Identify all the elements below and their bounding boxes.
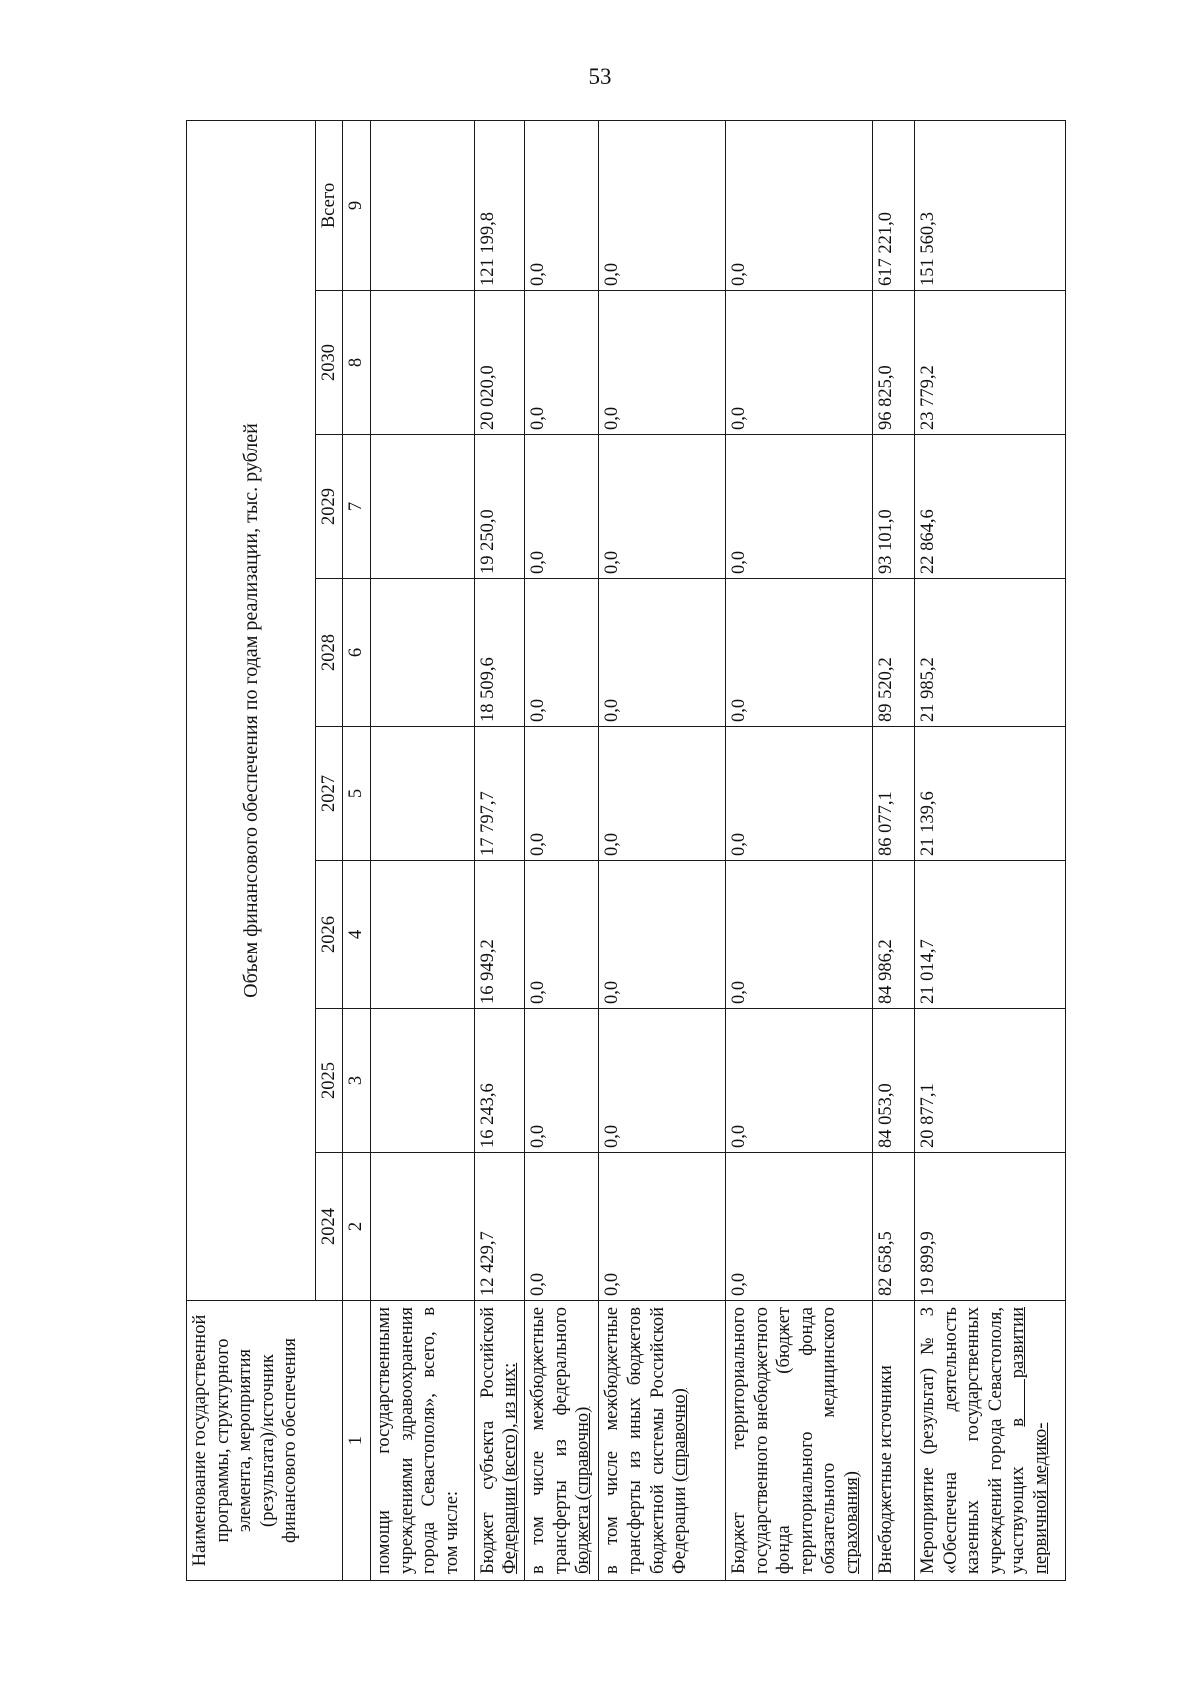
header-row-numbers <box>343 120 371 1580</box>
table-cell: 21 139,6 <box>915 727 1066 861</box>
row-label-text-underlined: (справочно) <box>670 1388 691 1482</box>
table-cell: 0,0 <box>525 727 599 861</box>
table-cell: 0,0 <box>726 1153 873 1301</box>
row-label-text: Внебюджетные источники <box>875 1365 896 1574</box>
table-row <box>371 120 475 1580</box>
table-row <box>474 120 524 1580</box>
table-cell: 84 053,0 <box>872 1009 914 1153</box>
table-cell: 0,0 <box>599 1009 726 1153</box>
table-cell: 0,0 <box>599 861 726 1009</box>
row-label-text: в том числе межбюджетные трансферты из иных бюджетов бюджетной системы Российской Федерации <box>602 1307 691 1574</box>
row-label-text: в том числе межбюджетные трансферты из федерального <box>528 1307 571 1574</box>
table-cell: 0,0 <box>726 727 873 861</box>
table-cell: 82 658,5 <box>872 1153 914 1301</box>
table-cell <box>371 579 475 727</box>
table-cell: 20 020,0 <box>474 291 524 435</box>
table-cell: 19 899,9 <box>915 1153 1066 1301</box>
table-cell: 84 986,2 <box>872 861 914 1009</box>
row-label-text-underlined: в развитии первичной медико- <box>1008 1307 1051 1574</box>
column-header-name: Наименование государственной программы, структурного элемента, мероприятия (результата)/источник финансового обеспечения <box>187 1301 343 1581</box>
financing-table <box>186 120 1066 1581</box>
table-cell <box>371 120 475 290</box>
table-cell: 12 429,7 <box>474 1153 524 1301</box>
column-number: 4 <box>343 861 371 1009</box>
row-label <box>371 1301 475 1581</box>
year-header: 2028 <box>315 579 343 727</box>
table-cell <box>371 861 475 1009</box>
table-row <box>599 120 726 1580</box>
table-cell: 0,0 <box>525 861 599 1009</box>
table-cell: 0,0 <box>525 1009 599 1153</box>
table-cell: 617 221,0 <box>872 120 914 290</box>
row-label-text: Бюджет субъекта Российской <box>477 1307 498 1574</box>
table-cell: 0,0 <box>599 1153 726 1301</box>
table-cell: 0,0 <box>525 291 599 435</box>
table-cell: 21 014,7 <box>915 861 1066 1009</box>
row-label <box>525 1301 599 1581</box>
table-cell: 0,0 <box>525 1153 599 1301</box>
year-header: 2024 <box>315 1153 343 1301</box>
table-cell: 22 864,6 <box>915 435 1066 579</box>
table-cell <box>371 1153 475 1301</box>
column-number: 2 <box>343 1153 371 1301</box>
column-number: 1 <box>343 1301 371 1581</box>
table-row <box>726 120 873 1580</box>
row-label-text-underlined: бюджета (справочно) <box>573 1406 594 1574</box>
table-cell: 151 560,3 <box>915 120 1066 290</box>
table-row <box>525 120 599 1580</box>
table-cell: 0,0 <box>525 579 599 727</box>
year-header: 2027 <box>315 727 343 861</box>
table-cell: 23 779,2 <box>915 291 1066 435</box>
table-cell: 0,0 <box>726 861 873 1009</box>
table-cell <box>371 1009 475 1153</box>
column-header-financing: Объем финансового обеспечения по годам реализации, тыс. рублей <box>187 120 316 1300</box>
table-cell: 96 825,0 <box>872 291 914 435</box>
table-cell: 86 077,1 <box>872 727 914 861</box>
table-cell: 0,0 <box>599 579 726 727</box>
row-label <box>474 1301 524 1581</box>
table-row <box>872 120 914 1580</box>
page-number: 53 <box>588 64 612 89</box>
column-number: 7 <box>343 435 371 579</box>
table-cell: 0,0 <box>726 579 873 727</box>
column-number: 5 <box>343 727 371 861</box>
row-label <box>872 1301 914 1581</box>
table-cell: 21 985,2 <box>915 579 1066 727</box>
row-label <box>726 1301 873 1581</box>
table-cell: 121 199,8 <box>474 120 524 290</box>
table-cell: 0,0 <box>599 727 726 861</box>
table-cell: 16 949,2 <box>474 861 524 1009</box>
table-cell <box>371 435 475 579</box>
table-cell: 93 101,0 <box>872 435 914 579</box>
table-cell: 20 877,1 <box>915 1009 1066 1153</box>
year-header: 2029 <box>315 435 343 579</box>
table-cell: 0,0 <box>599 435 726 579</box>
year-header: Всего <box>315 120 343 290</box>
table-cell: 0,0 <box>726 435 873 579</box>
year-header: 2030 <box>315 291 343 435</box>
table-cell <box>371 291 475 435</box>
table-cell: 0,0 <box>525 435 599 579</box>
table-cell: 18 509,6 <box>474 579 524 727</box>
table-cell: 89 520,2 <box>872 579 914 727</box>
table-cell: 17 797,7 <box>474 727 524 861</box>
table-cell: 0,0 <box>525 120 599 290</box>
row-label-text-underlined: страхования) <box>841 1471 862 1574</box>
table-cell <box>371 727 475 861</box>
table-cell: 0,0 <box>726 1009 873 1153</box>
header-row-group <box>187 120 316 1580</box>
column-number: 3 <box>343 1009 371 1153</box>
year-header: 2026 <box>315 861 343 1009</box>
rotated-table-wrapper <box>186 121 1066 1581</box>
table-cell: 19 250,0 <box>474 435 524 579</box>
table-cell: 0,0 <box>726 120 873 290</box>
row-label-text: Мероприятие (результат) № 3 «Обеспечена деятельность казенных государственных учреждений города Севастополя, участвующих <box>918 1307 1029 1574</box>
table-cell: 16 243,6 <box>474 1009 524 1153</box>
table-row <box>915 120 1066 1580</box>
table-cell: 0,0 <box>599 120 726 290</box>
column-number: 6 <box>343 579 371 727</box>
table-cell: 0,0 <box>599 291 726 435</box>
row-label-text: Бюджет территориального государственного внебюджетного фонда (бюджет территориального фонда обязательного медицинского <box>729 1307 840 1574</box>
column-number: 9 <box>343 120 371 290</box>
row-label-text-underlined: Федерации (всего), из них: <box>500 1362 521 1574</box>
table-cell: 0,0 <box>726 291 873 435</box>
row-label-text: помощи государственными учреждениями здравоохранения города Севастополя», всего, в том числе: <box>374 1307 462 1574</box>
column-number: 8 <box>343 291 371 435</box>
row-label <box>599 1301 726 1581</box>
year-header: 2025 <box>315 1009 343 1153</box>
row-label <box>915 1301 1066 1581</box>
